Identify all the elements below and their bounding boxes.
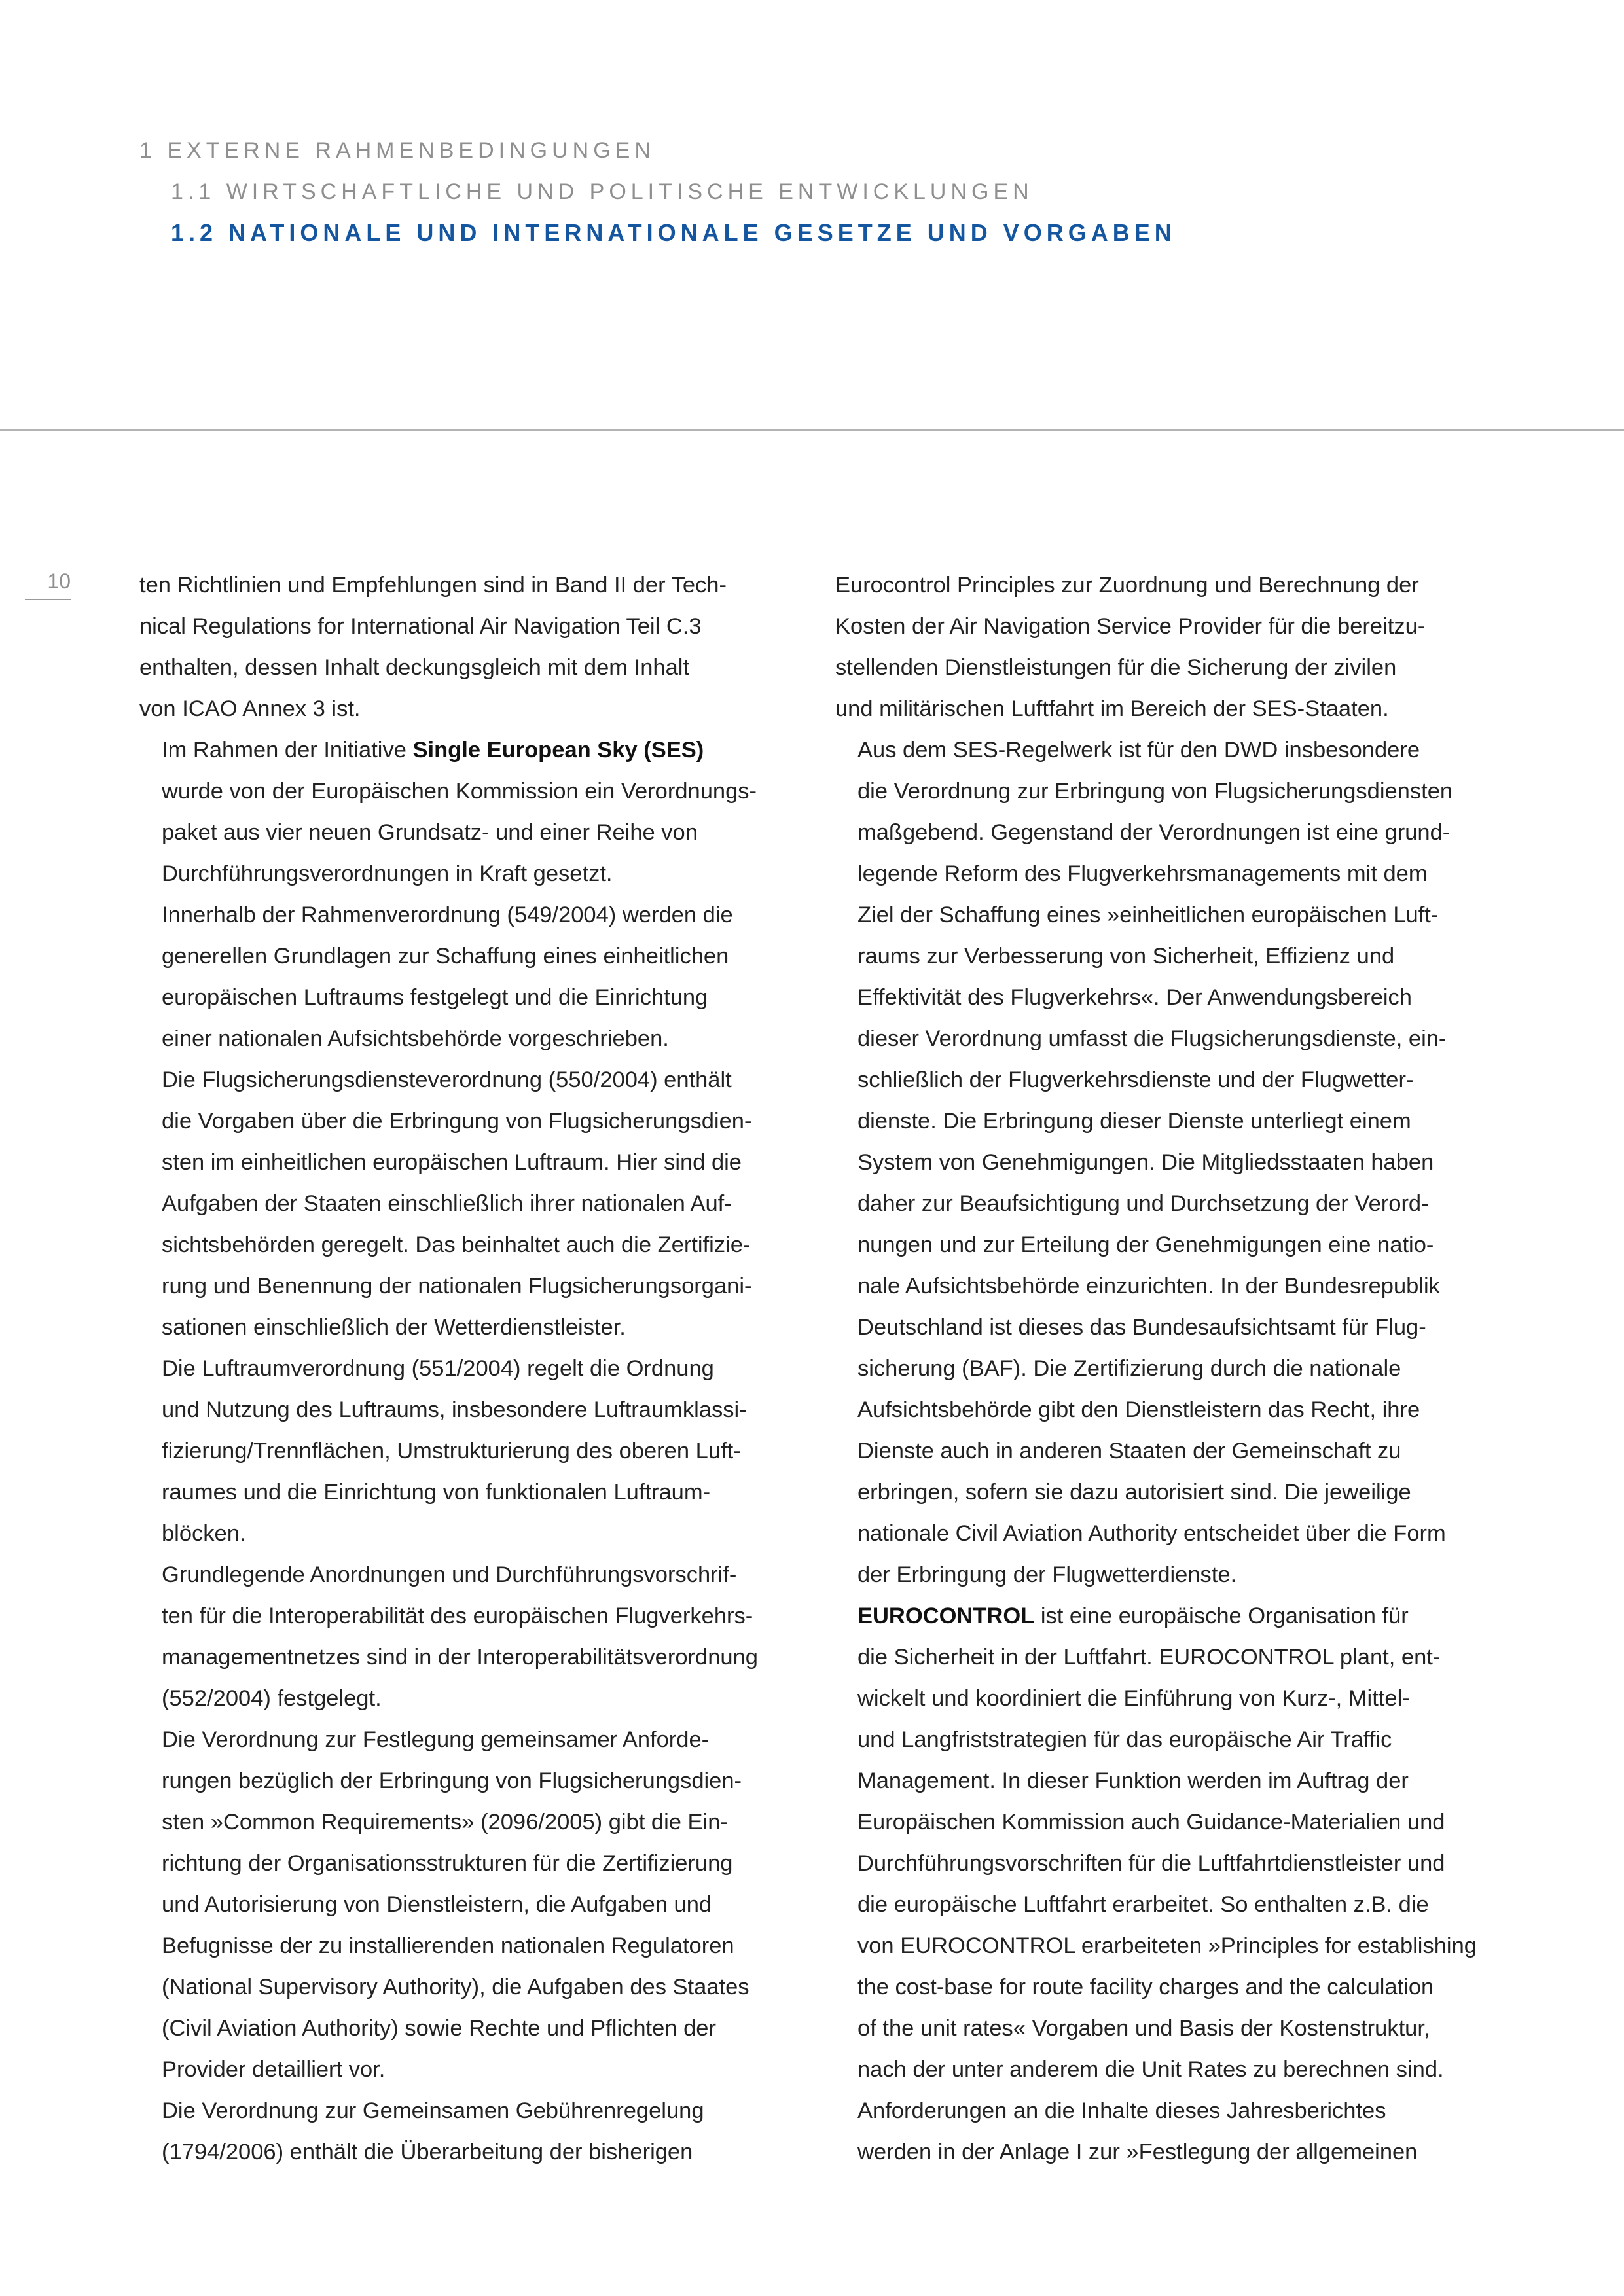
text-line: die Vorgaben über die Erbringung von Flugsicherungsdien- [162,1109,752,1134]
text-line: managementnetzes sind in der Interoperabilitätsverordnung [162,1645,758,1670]
current-section-heading: 1.2 NATIONALE UND INTERNATIONALE GESETZE UND VORGABEN [171,219,1176,246]
text-line: richtung der Organisationsstrukturen für die Zertifizierung [162,1851,733,1876]
paragraph [139,1348,794,1554]
paragraph [139,1060,794,1348]
text-line: enthalten, dessen Inhalt deckungsgleich mit dem Inhalt [139,655,690,680]
text-line: rung und Benennung der nationalen Flugsicherungsorgani- [162,1274,752,1299]
text-line: die Sicherheit in der Luftfahrt. EUROCONTROL plant, ent- [857,1645,1441,1670]
text-line: (Civil Aviation Authority) sowie Rechte und Pflichten der [162,2016,716,2041]
paragraph [139,730,794,895]
text-line: Die Luftraumverordnung (551/2004) regelt die Ordnung [162,1356,714,1381]
text-line: sicherung (BAF). Die Zertifizierung durch die nationale [857,1356,1401,1381]
paragraph [835,2090,1496,2173]
text-line: sichtsbehörden geregelt. Das beinhaltet auch die Zertifizie- [162,1232,751,1257]
text-line: Durchführungsvorschriften für die Luftfahrtdienstleister und [857,1851,1445,1876]
bold-term: Single European Sky (SES) [412,738,704,762]
paragraph [139,1719,794,2090]
text-line: Die Verordnung zur Festlegung gemeinsamer Anforde- [162,1727,710,1752]
text-line: raumes und die Einrichtung von funktionalen Luftraum- [162,1480,711,1505]
text-line: und Autorisierung von Dienstleistern, die Aufgaben und [162,1892,712,1917]
text-run: Im Rahmen der Initiative [162,738,413,762]
text-line: paket aus vier neuen Grundsatz- und einer Reihe von [162,820,698,845]
paragraph [835,1596,1496,2090]
text-line: Provider detailliert vor. [162,2057,386,2082]
text-line: nungen und zur Erteilung der Genehmigungen eine natio- [857,1232,1434,1257]
paragraph [835,565,1496,730]
text-line: raums zur Verbesserung von Sicherheit, Effizienz und [857,944,1395,969]
text-line: nach der unter anderem die Unit Rates zu berechnen sind. [857,2057,1444,2082]
paragraph [139,895,794,1060]
text-line: Deutschland ist dieses das Bundesaufsichtsamt für Flug- [857,1315,1426,1340]
text-line: einer nationalen Aufsichtsbehörde vorgeschrieben. [162,1026,669,1051]
text-line: die europäische Luftfahrt erarbeitet. So enthalten z.B. die [857,1892,1429,1917]
text-line: the cost-base for route facility charges and the calculation [857,1975,1434,2000]
text-line: Aufgaben der Staaten einschließlich ihrer nationalen Auf- [162,1191,732,1216]
text-line: Europäischen Kommission auch Guidance-Materialien und [857,1810,1445,1835]
text-line: Grundlegende Anordnungen und Durchführungsvorschrif- [162,1562,737,1587]
text-line: Durchführungsverordnungen in Kraft gesetzt. [162,861,613,886]
paragraph [139,1554,794,1719]
text-line: legende Reform des Flugverkehrsmanagements mit dem [857,861,1428,886]
text-line: Management. In dieser Funktion werden im Auftrag der [857,1768,1409,1793]
header-divider [0,429,1624,431]
text-line: Aufsichtsbehörde gibt den Dienstleistern das Recht, ihre [857,1397,1420,1422]
text-line: of the unit rates« Vorgaben und Basis der Kostenstruktur, [857,2016,1430,2041]
left-text-column [139,565,794,2173]
page-number: 10 [25,569,71,600]
text-line: sten »Common Requirements» (2096/2005) gibt die Ein- [162,1810,728,1835]
text-line: blöcken. [162,1521,246,1546]
text-line: dieser Verordnung umfasst die Flugsicherungsdienste, ein- [857,1026,1447,1051]
text-line: der Erbringung der Flugwetterdienste. [857,1562,1237,1587]
bold-term: EUROCONTROL [857,1604,1035,1628]
paragraph [139,2090,794,2173]
text-line: von ICAO Annex 3 ist. [139,696,361,721]
text-line: von EUROCONTROL erarbeiteten »Principles for establishing [857,1933,1477,1958]
text-line: wurde von der Europäischen Kommission ein Verordnungs- [162,779,757,804]
text-line: Die Flugsicherungsdiensteverordnung (550/2004) enthält [162,1067,732,1092]
text-line: stellenden Dienstleistungen für die Sicherung der zivilen [835,655,1397,680]
text-line: Anforderungen an die Inhalte dieses Jahresberichtes [857,2098,1386,2123]
text-line: System von Genehmigungen. Die Mitgliedsstaaten haben [857,1150,1434,1175]
text-line: nale Aufsichtsbehörde einzurichten. In der Bundesrepublik [857,1274,1440,1299]
text-line: rungen bezüglich der Erbringung von Flugsicherungsdien- [162,1768,742,1793]
paragraph [139,565,794,730]
text-line: generellen Grundlagen zur Schaffung eines einheitlichen [162,944,729,969]
text-line: schließlich der Flugverkehrsdienste und der Flugwetter- [857,1067,1414,1092]
text-line: Effektivität des Flugverkehrs«. Der Anwendungsbereich [857,985,1412,1010]
text-line: Eurocontrol Principles zur Zuordnung und Berechnung der [835,573,1419,598]
text-line: erbringen, sofern sie dazu autorisiert sind. Die jeweilige [857,1480,1411,1505]
text-line: Aus dem SES-Regelwerk ist für den DWD insbesondere [857,738,1420,762]
text-line: (552/2004) festgelegt. [162,1686,382,1711]
right-text-column [835,565,1496,2173]
text-line: Befugnisse der zu installierenden nationalen Regulatoren [162,1933,734,1958]
text-line: Ziel der Schaffung eines »einheitlichen europäischen Luft- [857,903,1439,927]
text-line: europäischen Luftraums festgelegt und die Einrichtung [162,985,708,1010]
text-line: (1794/2006) enthält die Überarbeitung der bisherigen [162,2140,693,2164]
text-line: und militärischen Luftfahrt im Bereich der SES-Staaten. [835,696,1389,721]
text-line: maßgebend. Gegenstand der Verordnungen ist eine grund- [857,820,1451,845]
text-line: nical Regulations for International Air Navigation Teil C.3 [139,614,702,639]
text-line: wickelt und koordiniert die Einführung von Kurz-, Mittel- [857,1686,1410,1711]
text-line: Kosten der Air Navigation Service Provider für die bereitzu- [835,614,1426,639]
text-line: ten für die Interoperabilität des europäischen Flugverkehrs- [162,1604,753,1628]
paragraph [835,730,1496,1596]
section-breadcrumb [139,131,1176,255]
text-run: ist eine europäische Organisation für [1034,1604,1409,1628]
text-line: daher zur Beaufsichtigung und Durchsetzung der Verord- [857,1191,1429,1216]
text-line: dienste. Die Erbringung dieser Dienste unterliegt einem [857,1109,1411,1134]
text-line: die Verordnung zur Erbringung von Flugsicherungsdiensten [857,779,1453,804]
text-line: werden in der Anlage I zur »Festlegung der allgemeinen [857,2140,1418,2164]
subsection-heading: 1.1 WIRTSCHAFTLICHE UND POLITISCHE ENTWICKLUNGEN [171,179,1034,204]
text-line: fizierung/Trennflächen, Umstrukturierung des oberen Luft- [162,1439,741,1463]
text-line: und Langfriststrategien für das europäische Air Traffic [857,1727,1392,1752]
text-line: ten Richtlinien und Empfehlungen sind in Band II der Tech- [139,573,727,598]
text-line: sationen einschließlich der Wetterdienstleister. [162,1315,626,1340]
text-line: nationale Civil Aviation Authority entscheidet über die Form [857,1521,1446,1546]
chapter-heading: 1 EXTERNE RAHMENBEDINGUNGEN [139,138,655,163]
text-line: Dienste auch in anderen Staaten der Gemeinschaft zu [857,1439,1401,1463]
text-line: Die Verordnung zur Gemeinsamen Gebührenregelung [162,2098,704,2123]
text-line: und Nutzung des Luftraums, insbesondere Luftraumklassi- [162,1397,747,1422]
text-line: Innerhalb der Rahmenverordnung (549/2004) werden die [162,903,733,927]
text-line: sten im einheitlichen europäischen Luftraum. Hier sind die [162,1150,742,1175]
text-line: (National Supervisory Authority), die Aufgaben des Staates [162,1975,749,2000]
